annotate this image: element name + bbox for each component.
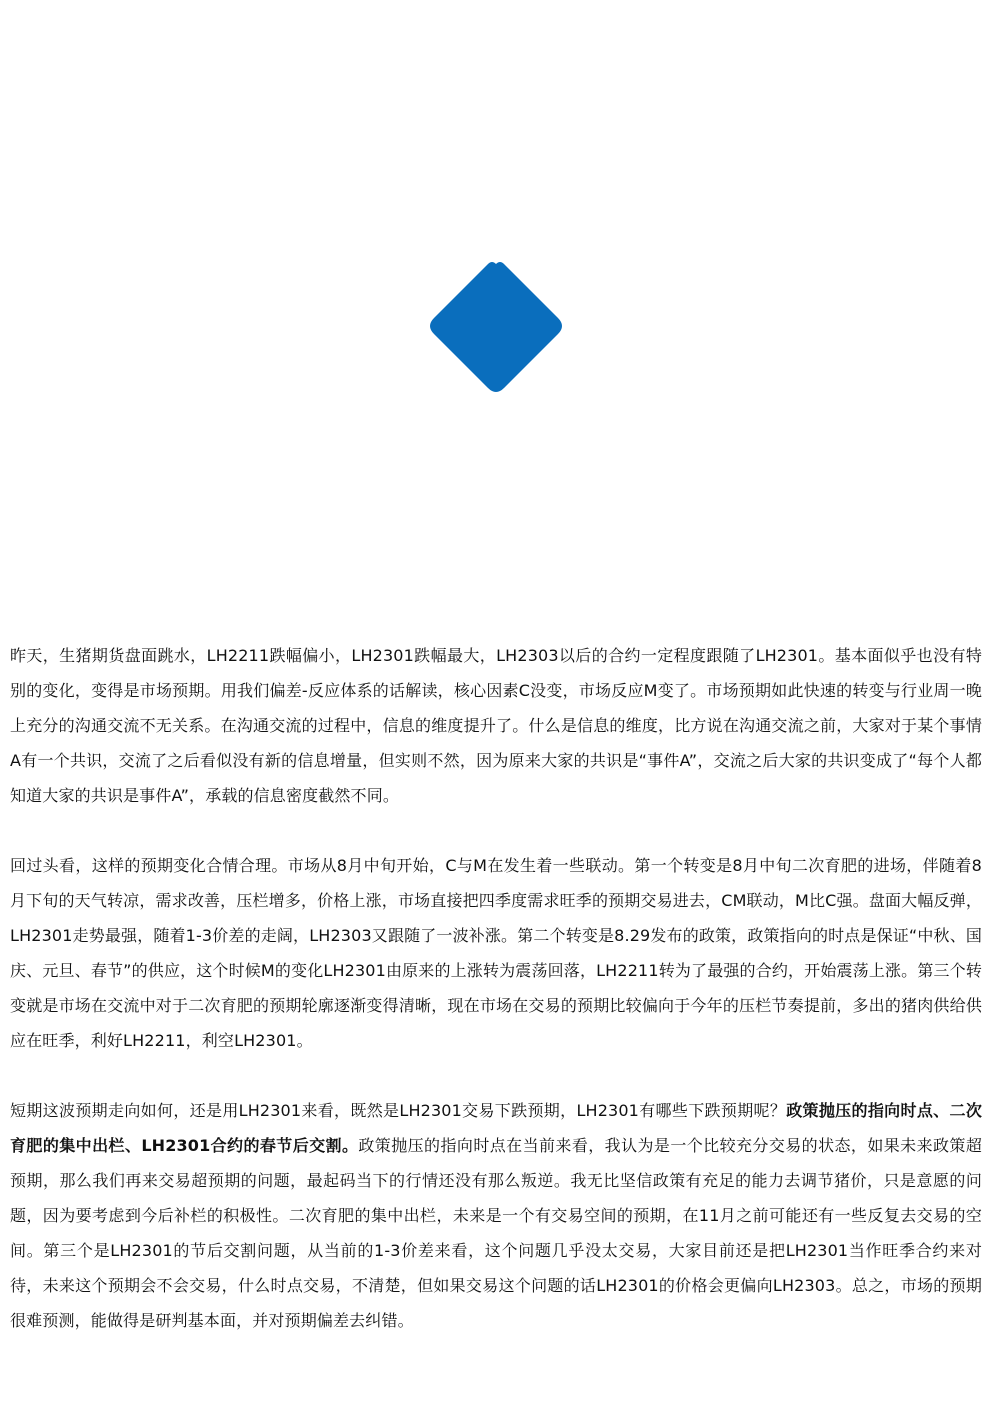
paragraph-3-start: 短期这波预期走向如何，还是用LH2301来看，既然是LH2301交易下跌预期，LH2301有哪些下跌预期呢？ (10, 1101, 787, 1120)
logo (424, 254, 568, 398)
article-body (10, 638, 982, 1373)
diamond-logo-icon (424, 254, 568, 398)
paragraph-2: 回过头看，这样的预期变化合情合理。市场从8月中旬开始，C与M在发生着一些联动。第一个转变是8月中旬二次育肥的进场，伴随着8月下旬的天气转凉，需求改善，压栏增多，价格上涨，市场直接把四季度需求旺季的预期交易进去，CM联动，M比C强。盘面大幅反弹，LH2301走势最强，随着1-3价差的走阔，LH2303又跟随了一波补涨。第二个转变是8.29发布的政策，政策指向的时点是保证“中秋、国庆、元旦、春节”的供应，这个时候M的变化LH2301由原来的上涨转为震荡回落，LH2211转为了最强的合约，开始震荡上涨。第三个转变就是市场在交流中对于二次育肥的预期轮廓逐渐变得清晰，现在市场在交易的预期比较偏向于今年的压栏节奏提前，多出的猪肉供给供应在旺季，利好LH2211，利空LH2301。 (10, 856, 982, 1050)
paragraph-1: 昨天，生猪期货盘面跳水，LH2211跌幅偏小，LH2301跌幅最大，LH2303以后的合约一定程度跟随了LH2301。基本面似乎也没有特别的变化，变得是市场预期。用我们偏差-反应体系的话解读，核心因素C没变，市场反应M变了。市场预期如此快速的转变与行业周一晚上充分的沟通交流不无关系。在沟通交流的过程中，信息的维度提升了。什么是信息的维度，比方说在沟通交流之前，大家对于某个事情A有一个共识，交流了之后看似没有新的信息增量，但实则不然，因为原来大家的共识是“事件A”，交流之后大家的共识变成了“每个人都知道大家的共识是事件A”，承载的信息密度截然不同。 (10, 646, 982, 805)
paragraph-3-bold: 政策抛压的指向时点、二次育肥的集中出栏、LH2301合约的春节后交割。 (10, 1101, 982, 1155)
paragraph-3-end: 政策抛压的指向时点在当前来看，我认为是一个比较充分交易的状态，如果未来政策超预期，那么我们再来交易超预期的问题，最起码当下的行情还没有那么叛逆。我无比坚信政策有充足的能力去调节猪价，只是意愿的问题，因为要考虑到今后补栏的积极性。二次育肥的集中出栏，未来是一个有交易空间的预期，在11月之前可能还有一些反复去交易的空间。第三个是LH2301的节后交割问题，从当前的1-3价差来看，这个问题几乎没太交易，大家目前还是把LH2301当作旺季合约来对待，未来这个预期会不会交易，什么时点交易，不清楚，但如果交易这个问题的话LH2301的价格会更偏向LH2303。总之，市场的预期很难预测，能做得是研判基本面，并对预期偏差去纠错。 (10, 1136, 982, 1330)
paragraph-3 (10, 1093, 982, 1338)
